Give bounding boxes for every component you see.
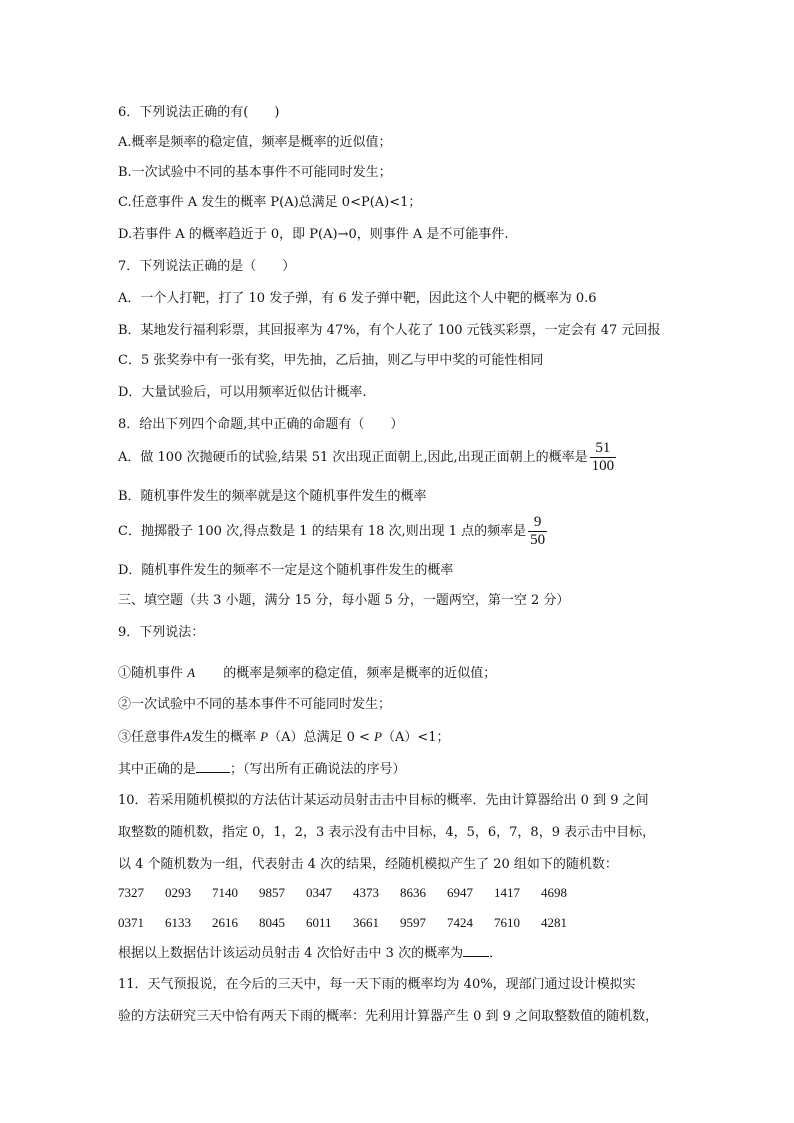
q9-statement-1 [118, 664, 496, 683]
fraction-51-100 [590, 440, 617, 475]
q9-stem: 9．下列说法： [118, 625, 205, 640]
q7-option-c: C．5 张奖券中有一张有奖，甲先抽，乙后抽，则乙与甲中奖的可能性相同 [118, 353, 544, 368]
q10-line-2: 取整数的随机数，指定 0，1，2，3 表示没有击中目标，4，5，6，7，8，9 表示击中目标， [118, 825, 656, 840]
q11-line-1: 11．天气预报说，在今后的三天中，每一天下雨的概率均为 40%，现部门通过设计模拟实 [118, 977, 636, 992]
random-number: 8636 [400, 885, 426, 900]
random-number-row-1 [118, 884, 588, 902]
q9-s3-cond: （A）总满足 0 < [268, 730, 370, 745]
q9-s1-variable: A [187, 665, 196, 680]
q9-answer-blank[interactable] [196, 760, 230, 773]
random-number: 1417 [494, 885, 520, 900]
q9-statement-2: ②一次试验中不同的基本事件不可能同时发生； [118, 697, 392, 712]
q6-option-b: B.一次试验中不同的基本事件不可能同时发生； [118, 165, 392, 180]
random-number: 4373 [353, 885, 379, 900]
random-number: 6133 [165, 915, 191, 930]
random-number: 7610 [494, 915, 520, 930]
q6-option-c: C.任意事件 A 发生的概率 P(A)总满足 0<P(A)<1； [118, 195, 422, 210]
q8-option-b: B．随机事件发生的频率就是这个随机事件发生的概率 [118, 489, 427, 504]
random-number: 4698 [541, 885, 567, 900]
random-number: 2616 [212, 915, 238, 930]
random-number: 3661 [353, 915, 379, 930]
q9-s3-p: P [260, 729, 269, 744]
q7-option-b: B．某地发行福利彩票，其回报率为 47%，有个人花了 100 元钱买彩票，一定会有 47 元回报 [118, 323, 661, 338]
random-number: 8045 [259, 915, 285, 930]
fraction-numerator: 9 [533, 514, 542, 530]
q9-s1-prefix: ①随机事件 [118, 666, 184, 681]
q9-s3-mid: 发生的概率 [190, 730, 256, 745]
random-number: 7424 [447, 915, 473, 930]
q8-option-a [118, 440, 616, 475]
q8-stem: 8．给出下列四个命题,其中正确的命题有（ ） [118, 417, 404, 432]
q9-s3-variable: A [183, 729, 191, 744]
fraction-9-50 [528, 514, 547, 549]
q10-line-4 [118, 944, 502, 963]
fraction-denominator: 50 [530, 532, 546, 548]
q9-s1-suffix: 的概率是频率的稳定值，频率是概率的近似值； [223, 666, 497, 681]
q10-answer-prefix: 根据以上数据估计该运动员射击 4 次恰好击中 3 次的概率为 [118, 946, 464, 961]
q8-option-c [118, 514, 547, 549]
q6-stem: 6．下列说法正确的有( ) [118, 105, 280, 120]
fraction-denominator: 100 [591, 458, 615, 474]
random-number: 0347 [306, 885, 332, 900]
random-number: 0371 [118, 915, 144, 930]
random-number: 9597 [400, 915, 426, 930]
q11-line-2: 验的方法研究三天中恰有两天下雨的概率：先利用计算器产生 0 到 9 之间取整数值的随机数， [118, 1009, 659, 1024]
q10-answer-suffix: ． [489, 946, 503, 961]
q6-option-d: D.若事件 A 的概率趋近于 0，即 P(A)→0，则事件 A 是不可能事件. [118, 227, 509, 242]
q7-stem: 7．下列说法正确的是（ ） [118, 259, 296, 274]
q6-option-a: A.概率是频率的稳定值，频率是概率的近似值； [118, 135, 392, 150]
q8-option-d: D．随机事件发生的频率不一定是这个随机事件发生的概率 [118, 563, 454, 578]
q10-line-1: 10．若采用随机模拟的方法估计某运动员射击击中目标的概率．先由计算器给出 0 到 9 之间 [118, 793, 649, 808]
q9-statement-3 [118, 728, 450, 747]
q10-answer-blank[interactable] [463, 944, 489, 957]
random-number: 9857 [259, 885, 285, 900]
random-number: 0293 [165, 885, 191, 900]
q10-line-3: 以 4 个随机数为一组，代表射击 4 次的结果，经随机模拟产生了 20 组如下的随机数： [118, 857, 618, 872]
q9-s3-prefix: ③任意事件 [118, 730, 184, 745]
random-number: 7140 [212, 885, 238, 900]
fraction-numerator: 51 [595, 440, 611, 456]
q9-answer-prefix: 其中正确的是 [118, 762, 197, 777]
random-number: 6947 [447, 885, 473, 900]
q7-option-d: D．大量试验后，可以用频率近似估计概率. [118, 385, 367, 400]
random-number: 6011 [306, 915, 332, 930]
section-heading: 三、填空题（共 3 小题，满分 15 分，每小题 5 分，一题两空，第一空 2 分） [118, 593, 570, 608]
q9-s3-p2: P [374, 729, 382, 744]
q9-answer-line [118, 760, 406, 779]
q8-option-a-text: A．做 100 次抛硬币的试验,结果 51 次出现正面朝上,因此,出现正面朝上的概率是 [118, 450, 588, 465]
q8-option-c-text: C．抛掷骰子 100 次,得点数是 1 的结果有 18 次,则出现 1 点的频率是 [118, 524, 527, 539]
q7-option-a: A．一个人打靶，打了 10 发子弹，有 6 发子弹中靶，因此这个人中靶的概率为 0.6 [118, 291, 597, 306]
random-number: 4281 [541, 915, 567, 930]
q9-s3-end: （A）<1； [382, 730, 450, 745]
random-number-row-2 [118, 914, 588, 932]
q9-answer-suffix: ；（写出所有正确说法的序号） [230, 762, 406, 777]
random-number: 7327 [118, 885, 144, 900]
